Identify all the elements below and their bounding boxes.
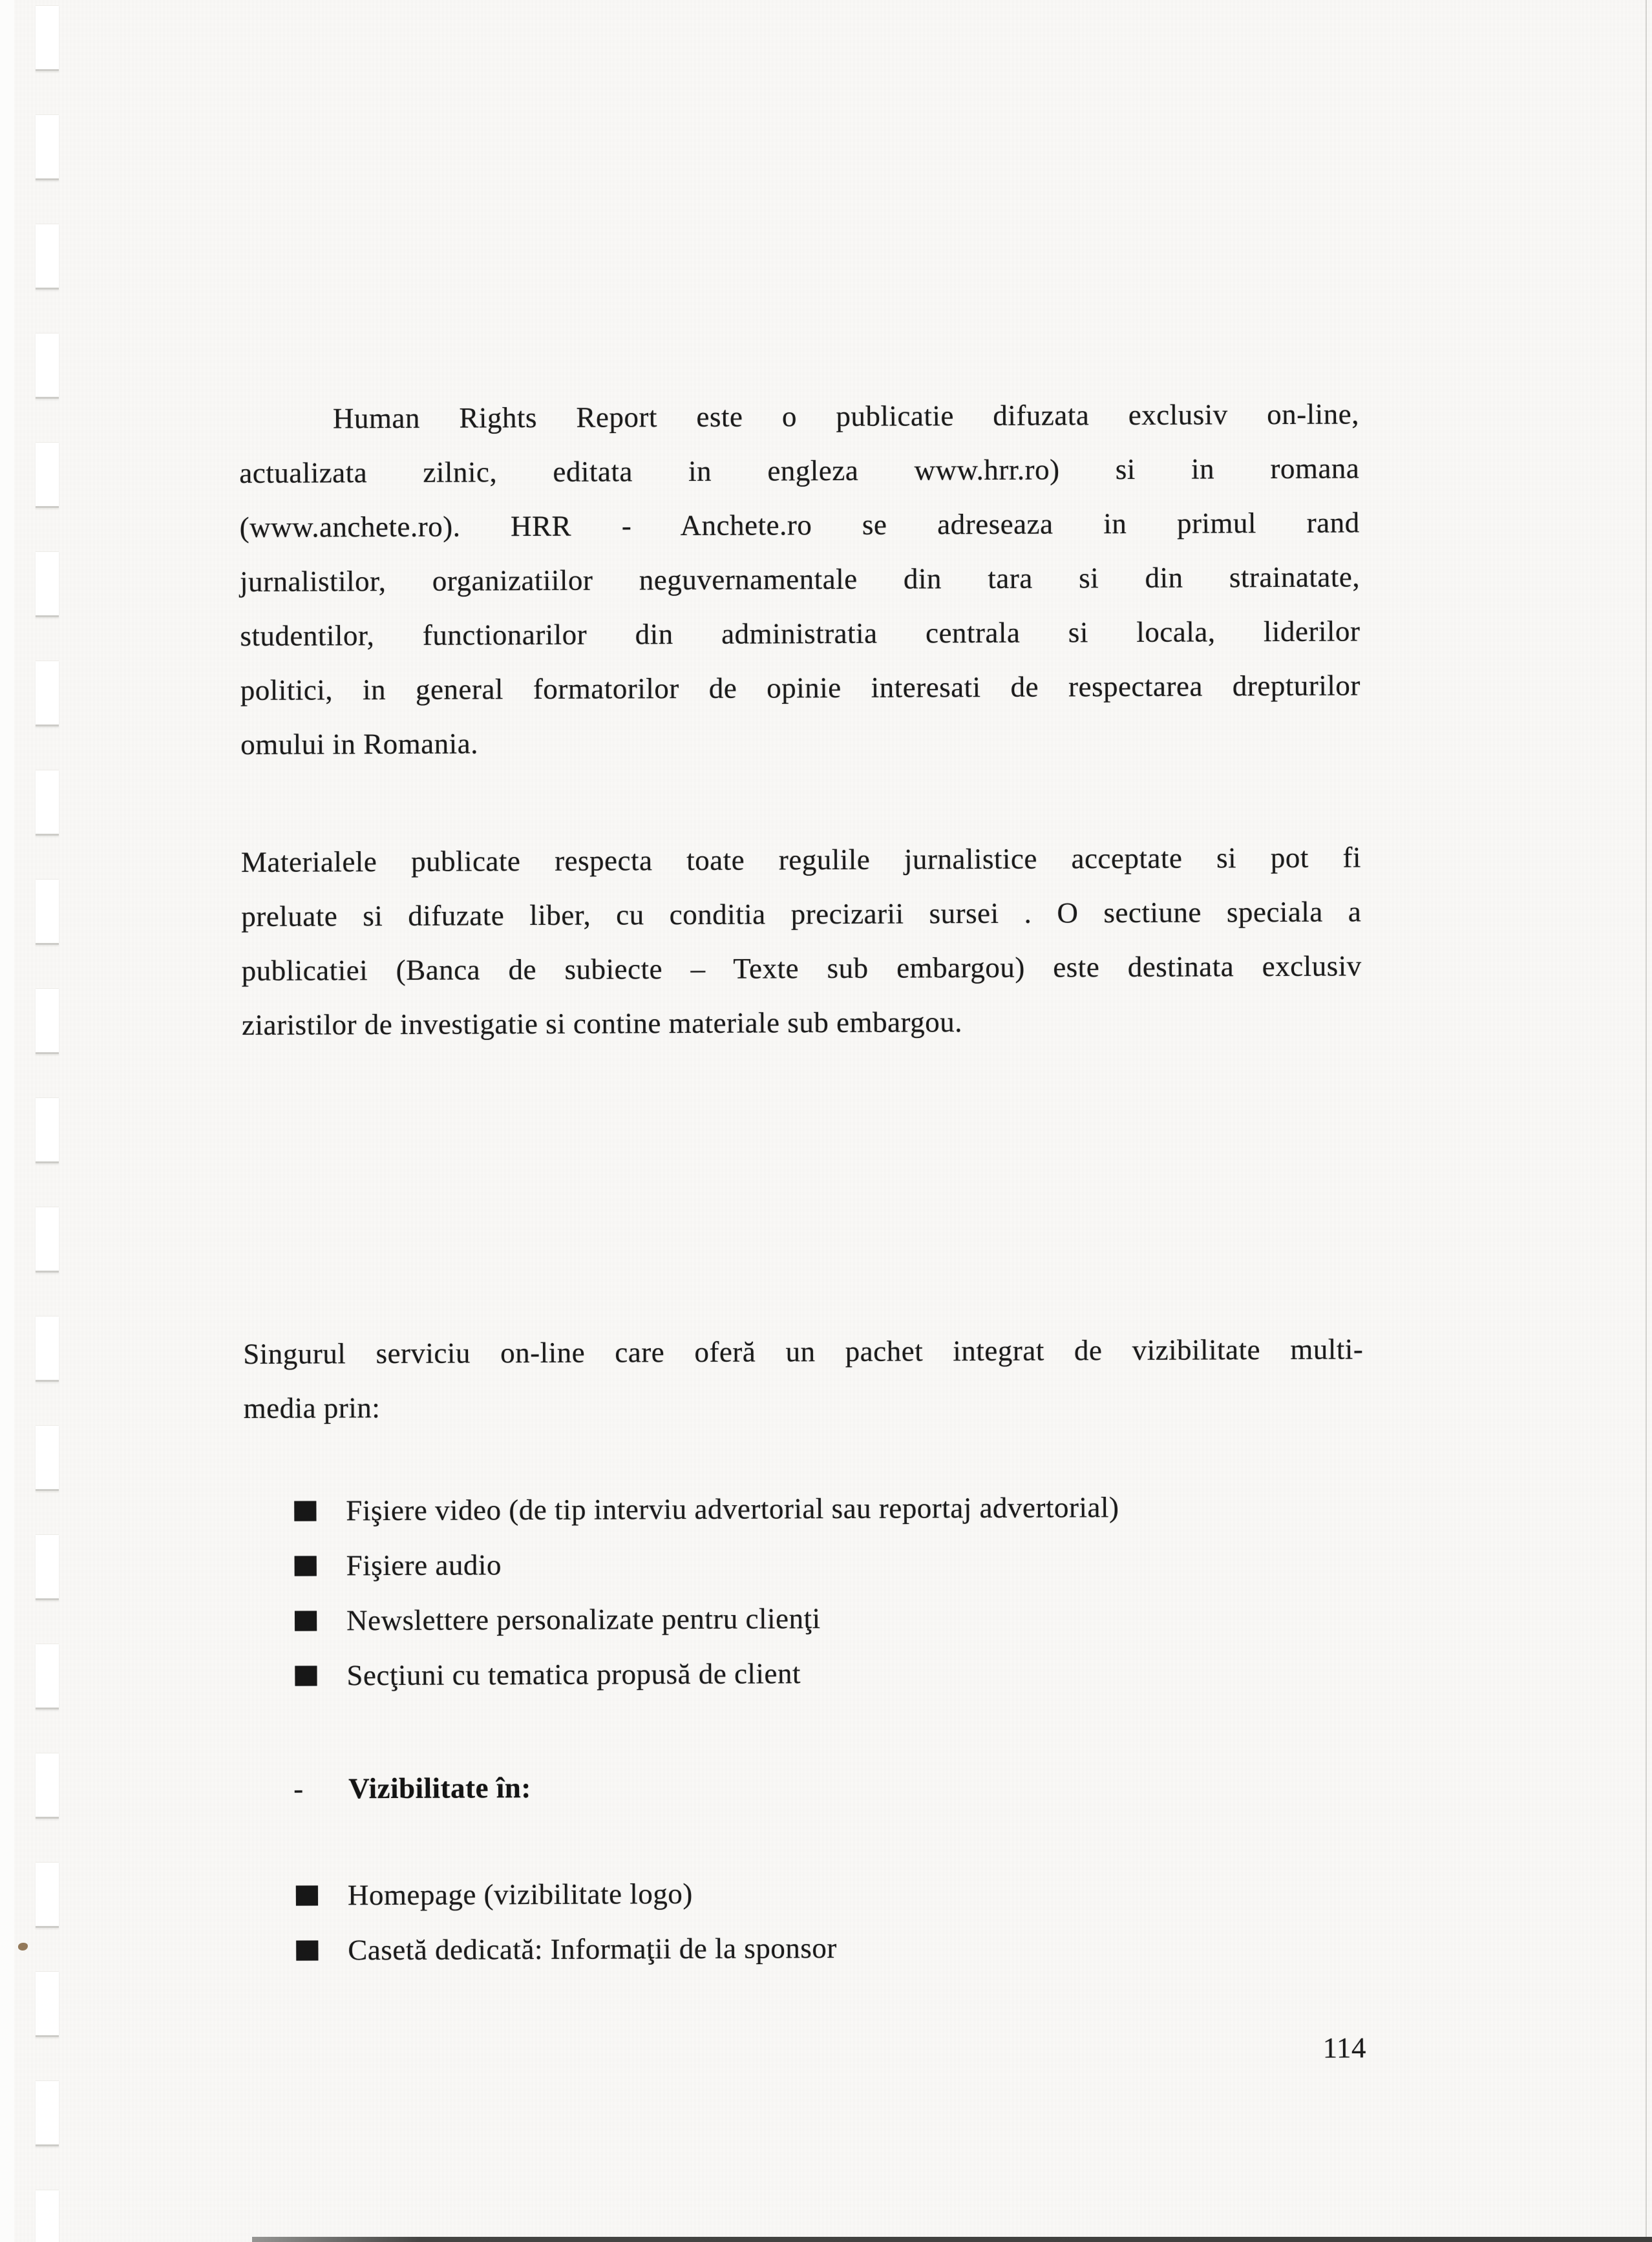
bullet-item-label: Fişiere video (de tip interviu advertorial sau reportaj advertorial) (346, 1491, 1119, 1527)
bullet-item (246, 1863, 1366, 1923)
visibility-heading-label: Vizibilitate în: (348, 1771, 531, 1805)
paragraph-line: studentilor, functionarilor din administratia centrala si locala, liderilor (240, 615, 1361, 653)
bullet-item-label: Casetă dedicată: Informaţii de la sponsor (348, 1931, 837, 1967)
paragraph-line: actualizata zilnic, editata in engleza www.hrr.ro) si in romana (239, 452, 1360, 490)
paragraph-line: ziaristilor de investigatie si contine materiale sub embargou. (241, 1006, 963, 1042)
bullet-item (244, 1479, 1364, 1539)
bullet-item (246, 1918, 1366, 1978)
paragraph-line: jurnalistilor, organizatiilor neguvernamentale din tara si din strainatate, (239, 560, 1361, 598)
black-square-bullet-icon (295, 1556, 317, 1576)
bullet-item-label: Fişiere audio (346, 1549, 502, 1582)
paragraph-line: preluate si difuzate liber, cu conditia precizarii sursei . O sectiune speciala a (241, 895, 1362, 933)
scan-artifact-bottom-bar (252, 2237, 1652, 2242)
paragraph-line: Human Rights Report este o publicatie difuzata exclusiv on-line, (332, 397, 1360, 435)
paragraph-line: politici, in general formatorilor de opinie interesati de respectarea drepturilor (240, 669, 1361, 707)
visibility-heading (245, 1757, 1365, 1816)
black-square-bullet-icon (295, 1666, 317, 1686)
dash-mark: - (293, 1772, 304, 1805)
paragraph-line: Materialele publicate respecta toate regulile jurnalistice acceptate si pot fi (240, 841, 1362, 879)
paragraph-service (243, 1322, 1364, 1435)
paragraph-line: media prin: (243, 1391, 381, 1424)
black-square-bullet-icon (296, 1940, 318, 1960)
paragraph-intro (239, 386, 1361, 772)
paragraph-line: publicatiei (Banca de subiecte – Texte sub embargou) este destinata exclusiv (241, 949, 1362, 988)
visibility-bullet-list (246, 1863, 1366, 1978)
bullet-item (244, 1589, 1364, 1649)
paragraph-materials (241, 830, 1362, 1052)
paragraph-line: Singurul serviciu on-line care oferă un pachet integrat de vizibilitate multi- (243, 1333, 1364, 1370)
paragraph-line: omului in Romania. (240, 727, 479, 761)
page-number: 114 (1322, 2031, 1367, 2064)
black-square-bullet-icon (295, 1611, 317, 1631)
black-square-bullet-icon (294, 1501, 316, 1521)
bullet-item-label: Homepage (vizibilitate logo) (347, 1877, 693, 1912)
bullet-item-label: Secţiuni cu tematica propusă de client (346, 1657, 801, 1692)
bullet-item (244, 1534, 1364, 1594)
bullet-item-label: Newslettere personalizate pentru clienţi (346, 1602, 821, 1637)
paragraph-line: (www.anchete.ro). HRR - Anchete.ro se adreseaza in primul rand (239, 506, 1360, 544)
services-bullet-list (244, 1479, 1364, 1704)
black-square-bullet-icon (296, 1886, 318, 1906)
bullet-item (244, 1644, 1364, 1704)
